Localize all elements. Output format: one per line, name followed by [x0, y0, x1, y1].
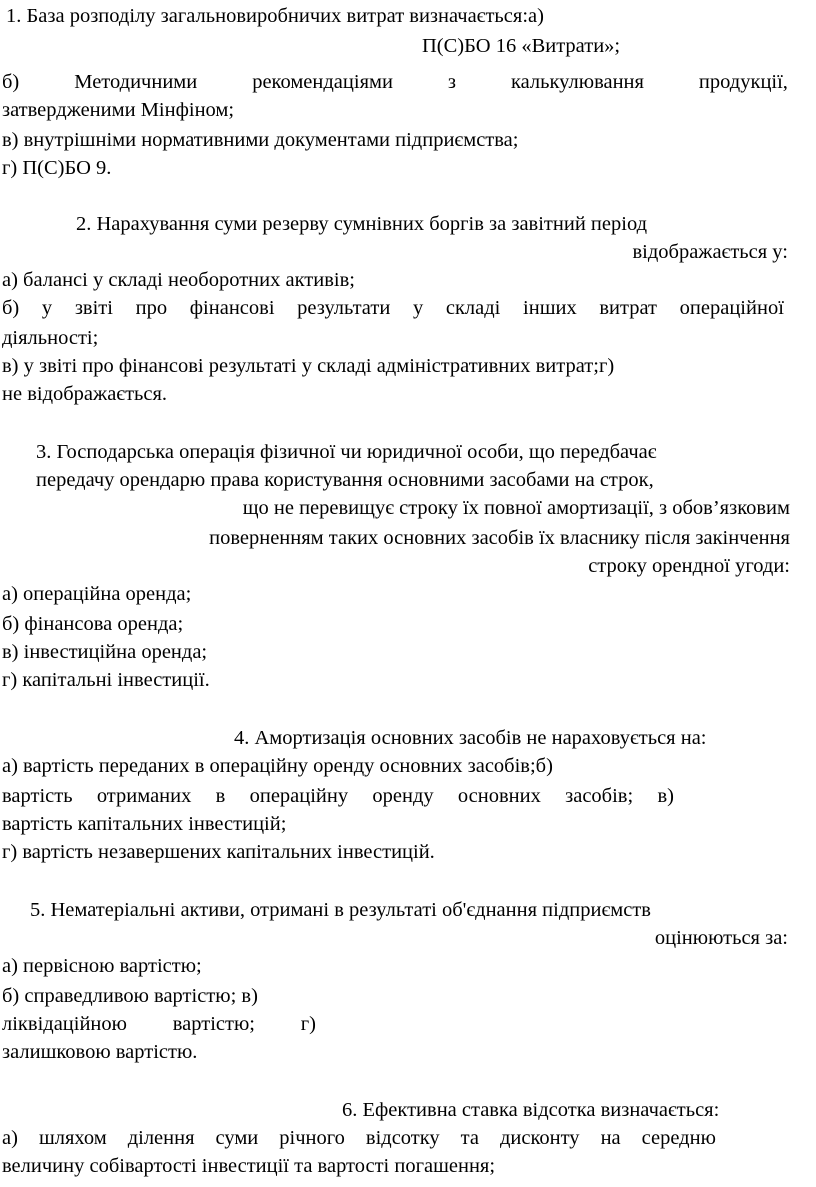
- q2-option-c: в) у звіті про фінансові результаті у складі адміністративних витрат;г): [2, 355, 615, 377]
- q5-option-a: а) первісною вартістю;: [2, 955, 202, 977]
- q1-option-a: П(С)БО 16 «Витрати»;: [422, 35, 621, 57]
- q2-option-d: не відображається.: [2, 383, 168, 405]
- q3-stem-line4: поверненням таких основних засобів їх власнику після закінчення: [209, 527, 790, 549]
- q5-option-b: б) справедливою вартістю; в): [2, 985, 258, 1007]
- q4-option-c: вартість капітальних інвестицій;: [2, 813, 287, 835]
- q1-option-b-line1: б) Методичними рекомендаціями з калькулювання продукції,: [2, 71, 788, 93]
- q1-stem: 1. База розподілу загальновиробничих витрат визначається:а): [6, 5, 544, 27]
- q3-option-c: в) інвестиційна оренда;: [2, 641, 208, 663]
- q2-stem-line1: 2. Нарахування суми резерву сумнівних боргів за завітний період: [76, 213, 648, 235]
- q1-option-c: в) внутрішніми нормативними документами підприємства;: [2, 129, 519, 151]
- q3-stem-line3: що не перевищує строку їх повної амортизації, з обов’язковим: [242, 497, 790, 519]
- q5-option-c: ліквідаційною вартістю; г): [2, 1013, 316, 1035]
- q5-option-d: залишковою вартістю.: [2, 1041, 198, 1063]
- q2-stem-line2: відображається у:: [632, 241, 788, 263]
- q6-option-a-line2: величину собівартості інвестиції та вартості погашення;: [2, 1155, 496, 1177]
- q4-option-b: вартість отриманих в операційну оренду основних засобів; в): [2, 785, 674, 807]
- q2-option-b-line2: діяльності;: [2, 327, 99, 349]
- q3-option-d: г) капітальні інвестиції.: [2, 669, 210, 691]
- q2-option-a: а) балансі у складі необоротних активів;: [2, 269, 355, 291]
- q3-option-a: а) операційна оренда;: [2, 583, 192, 605]
- q6-option-a-line1: а) шляхом ділення суми річного відсотку та дисконту на середню: [2, 1127, 716, 1149]
- q3-stem-line2: передачу орендарю права користування основними засобами на строк,: [36, 469, 654, 491]
- q3-option-b: б) фінансова оренда;: [2, 613, 184, 635]
- q6-stem: 6. Ефективна ставка відсотка визначається:: [342, 1099, 720, 1121]
- q5-stem-line2: оцінюються за:: [654, 927, 788, 949]
- q3-stem-line5: строку орендної угоди:: [588, 555, 790, 577]
- q3-stem-line1: 3. Господарська операція фізичної чи юридичної особи, що передбачає: [36, 441, 657, 463]
- q2-option-b-line1: б) у звіті про фінансові результати у складі інших витрат операційної: [2, 297, 784, 319]
- q5-stem-line1: 5. Нематеріальні активи, отримані в результаті об'єднання підприємств: [30, 899, 651, 921]
- q4-stem: 4. Амортизація основних засобів не нараховується на:: [234, 727, 707, 749]
- q4-option-d: г) вартість незавершених капітальних інвестицій.: [2, 841, 435, 863]
- q4-option-a: а) вартість переданих в операційну оренду основних засобів;б): [2, 755, 553, 777]
- q1-option-b-line2: затвердженими Мінфіном;: [2, 99, 235, 121]
- q1-option-d: г) П(С)БО 9.: [2, 157, 112, 179]
